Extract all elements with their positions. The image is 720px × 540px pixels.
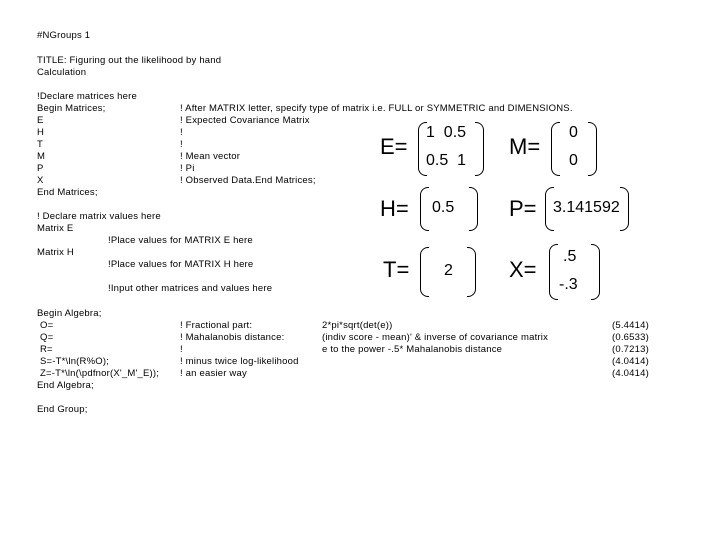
- algebra-expr: Q=: [40, 332, 54, 343]
- algebra-result: (4.0414): [612, 356, 649, 367]
- algebra-result: (0.7213): [612, 344, 649, 355]
- matrix-x-label: X=: [509, 257, 537, 282]
- algebra-formula: 2*pi*sqrt(det(e)): [322, 320, 393, 331]
- algebra-result: (5.4414): [612, 320, 649, 331]
- matrix-h-line: Matrix H: [37, 247, 74, 258]
- matrix-h-left-bracket: [420, 187, 429, 231]
- matrix-decl-name: P: [37, 163, 44, 174]
- end-algebra: End Algebra;: [37, 380, 94, 391]
- matrix-p-value: 3.141592: [553, 199, 620, 216]
- input-other-line: !Input other matrices and values here: [108, 283, 273, 294]
- matrix-decl-comment: ! Mean vector: [180, 151, 241, 162]
- matrix-m-right-bracket: [588, 122, 597, 176]
- algebra-comment: ! Mahalanobis distance:: [180, 332, 285, 343]
- algebra-comment: ! minus twice log-likelihood: [180, 356, 299, 367]
- matrix-m-left-bracket: [551, 122, 560, 176]
- matrix-e-row1: 1 0.5: [426, 124, 467, 141]
- matrix-decl-name: E: [37, 115, 44, 126]
- algebra-expr: R=: [40, 344, 53, 355]
- algebra-formula: e to the power -.5* Mahalanobis distance: [322, 344, 503, 355]
- matrix-h-value: 0.5: [432, 199, 455, 216]
- algebra-expr: Z=-T*\ln(\pdfnor(X'_M'_E));: [40, 368, 160, 379]
- matrix-t-right-bracket: [467, 247, 476, 297]
- matrix-t-label: T=: [383, 257, 410, 282]
- matrix-e-label: E=: [380, 134, 408, 159]
- matrix-m-label: M=: [509, 134, 541, 159]
- matrix-m-row2: 0: [569, 152, 578, 169]
- matrix-decl-name: H: [37, 127, 45, 138]
- matrix-x-right-bracket: [591, 244, 600, 300]
- observed-data-comment: ! Observed Data.End Matrices;: [180, 175, 316, 186]
- calculation-line: Calculation: [37, 67, 87, 78]
- begin-matrices: Begin Matrices;: [37, 103, 106, 114]
- matrix-x-row1: .5: [563, 248, 577, 265]
- matrix-decl-comment: !: [180, 127, 183, 138]
- matrix-m-row1: 0: [569, 124, 578, 141]
- matrix-decl-comment: ! Pi: [180, 163, 195, 174]
- algebra-expr: O=: [40, 320, 54, 331]
- matrix-h-label: H=: [380, 196, 409, 221]
- algebra-comment: ! an easier way: [180, 368, 247, 379]
- title-line: TITLE: Figuring out the likelihood by hand: [37, 55, 222, 66]
- matrix-e-row2: 0.5 1: [426, 152, 467, 169]
- end-group: End Group;: [37, 404, 88, 415]
- place-h-line: !Place values for MATRIX H here: [108, 259, 254, 270]
- matrix-e-line: Matrix E: [37, 223, 74, 234]
- declare-heading: !Declare matrices here: [37, 91, 137, 102]
- matrix-decl-name: X: [37, 175, 44, 186]
- matrix-t-left-bracket: [420, 247, 429, 297]
- matrix-decl-name: M: [37, 151, 46, 162]
- algebra-result: (0.6533): [612, 332, 649, 343]
- values-heading: ! Declare matrix values here: [37, 211, 161, 222]
- algebra-formula: (indiv score - mean)' & inverse of covariance matrix: [322, 332, 549, 343]
- matrix-decl-comment: ! After MATRIX letter, specify type of matrix i.e. FULL or SYMMETRIC and DIMENSIONS.: [180, 103, 573, 114]
- algebra-expr: S=-T*\ln(R%O);: [40, 356, 110, 367]
- algebra-comment: ! Fractional part:: [180, 320, 253, 331]
- matrix-decl-comment: ! Expected Covariance Matrix: [180, 115, 310, 126]
- matrix-p-label: P=: [509, 196, 537, 221]
- matrix-x-row2: -.3: [559, 276, 578, 293]
- algebra-comment: !: [180, 344, 183, 355]
- matrix-h-right-bracket: [469, 187, 478, 231]
- matrix-decl-comment: !: [180, 139, 183, 150]
- end-matrices: End Matrices;: [37, 187, 98, 198]
- matrix-e-right-bracket: [475, 122, 484, 176]
- matrix-p-right-bracket: [620, 187, 629, 231]
- ngroups-line: #NGroups 1: [37, 30, 91, 41]
- algebra-result: (4.0414): [612, 368, 649, 379]
- place-e-line: !Place values for MATRIX E here: [108, 235, 253, 246]
- begin-algebra: Begin Algebra;: [37, 308, 102, 319]
- matrix-x-left-bracket: [549, 244, 558, 300]
- matrix-decl-name: T: [37, 139, 44, 150]
- matrix-t-value: 2: [444, 262, 453, 279]
